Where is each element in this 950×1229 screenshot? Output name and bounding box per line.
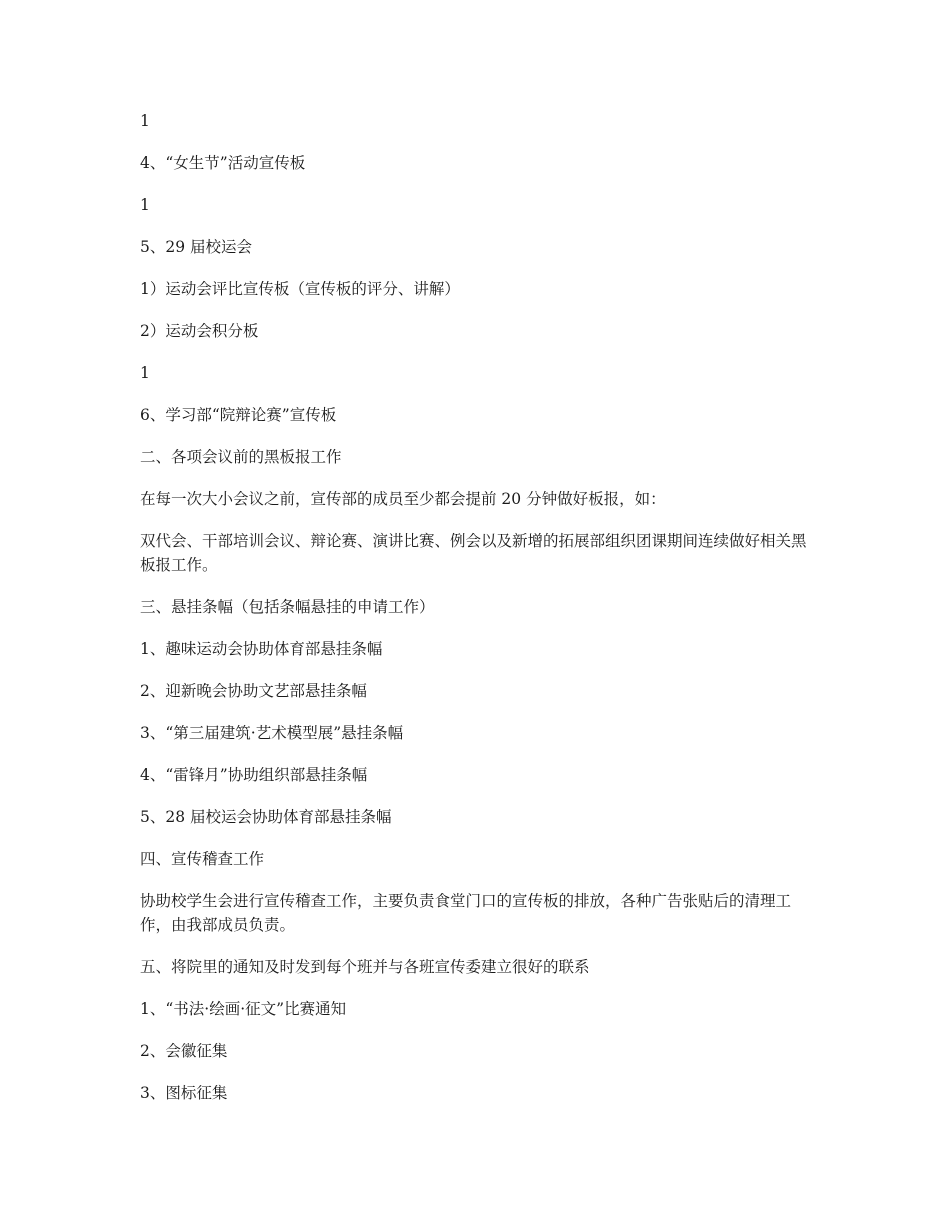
paragraph-15: 3、“第三届建筑·艺术模型展”悬挂条幅 <box>140 724 404 742</box>
paragraph-19: 协助校学生会进行宣传稽查工作，主要负责食堂门口的宣传板的排放，各种广告张贴后的清理工作，由我部成员负责。 <box>140 892 792 934</box>
document-body <box>140 109 812 1123</box>
paragraph-10: 在每一次大小会议之前，宣传部的成员至少都会提前 20 分钟做好板报，如： <box>140 490 666 508</box>
paragraph-22: 2、会徽征集 <box>140 1042 228 1060</box>
paragraph-3: 1 <box>140 196 150 214</box>
paragraph-2: 4、“女生节”活动宣传板 <box>140 154 306 172</box>
paragraph-11: 双代会、干部培训会议、辩论赛、演讲比赛、例会以及新增的拓展部组织团课期间连续做好相关黑板报工作。 <box>140 532 807 574</box>
paragraph-21: 1、“书法·绘画·征文”比赛通知 <box>140 1000 347 1018</box>
paragraph-1: 1 <box>140 112 150 130</box>
section-heading-2: 二、各项会议前的黑板报工作 <box>140 448 342 466</box>
paragraph-5: 1）运动会评比宣传板（宣传板的评分、讲解） <box>140 280 460 298</box>
paragraph-17: 5、28 届校运会协助体育部悬挂条幅 <box>140 808 392 826</box>
paragraph-13: 1、趣味运动会协助体育部悬挂条幅 <box>140 640 383 658</box>
paragraph-7: 1 <box>140 364 150 382</box>
paragraph-14: 2、迎新晚会协助文艺部悬挂条幅 <box>140 682 367 700</box>
section-heading-3: 三、悬挂条幅（包括条幅悬挂的申请工作） <box>140 598 435 616</box>
paragraph-4: 5、29 届校运会 <box>140 238 253 256</box>
paragraph-8: 6、学习部“院辩论赛”宣传板 <box>140 406 337 424</box>
paragraph-23: 3、图标征集 <box>140 1084 228 1102</box>
paragraph-16: 4、“雷锋月”协助组织部悬挂条幅 <box>140 766 368 784</box>
paragraph-6: 2）运动会积分板 <box>140 322 259 340</box>
section-heading-4: 四、宣传稽查工作 <box>140 850 265 868</box>
section-heading-5: 五、将院里的通知及时发到每个班并与各班宣传委建立很好的联系 <box>140 958 590 976</box>
